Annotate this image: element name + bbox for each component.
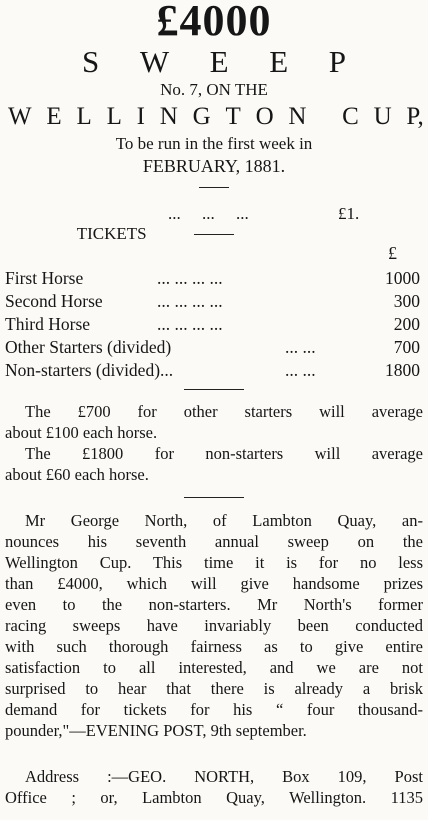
leader-dots: ... ... ... ... <box>157 268 223 288</box>
prize-row <box>5 291 425 311</box>
text-line: nounces his seventh annual sweep on the <box>5 532 423 551</box>
cup-letter: U <box>373 103 392 130</box>
text-line: about £60 each horse. <box>5 465 149 484</box>
prize-amount: 700 <box>393 337 420 357</box>
sweep-heading <box>82 44 346 80</box>
cup-letter: C <box>342 103 359 130</box>
leader-dots: ... ... ... ... <box>157 291 223 311</box>
cup-letter: G <box>192 103 211 130</box>
sweep-letter: P <box>328 44 346 79</box>
wellington-cup-heading <box>8 103 424 131</box>
text-line: with such thorough fairness as to give entire <box>5 637 423 656</box>
prize-row <box>5 360 425 380</box>
prize-row <box>5 268 425 288</box>
text-line <box>5 401 423 422</box>
tickets-line <box>60 204 360 304</box>
prize-label: Third Horse <box>5 314 91 334</box>
article-paragraph <box>5 510 423 741</box>
cup-letter: L <box>106 103 122 130</box>
text-line-content: Mr George North, of Lambton Quay, an- <box>25 511 423 530</box>
leader-dots: ... ... ... ... <box>157 314 223 334</box>
prize-label: Second Horse <box>5 291 103 311</box>
text-line: Wellington Cup. This time it is for no less <box>5 553 423 572</box>
leader-dots: ... ... ... <box>168 204 249 223</box>
month-year-line: FEBRUARY, 1881. <box>142 156 286 176</box>
text-line: pounder,"—EVENING POST, 9th september. <box>5 721 307 740</box>
cup-letter: P, <box>406 103 424 130</box>
divider-rule <box>184 389 244 390</box>
text-line: demand for tickets for his “ four thousand- <box>5 700 423 719</box>
text-line: even to the non-starters. Mr North's former <box>5 595 423 614</box>
prize-amount: 300 <box>393 291 420 311</box>
cup-letter: W <box>8 103 32 130</box>
prize-amount: 200 <box>393 314 420 334</box>
cup-letter: N <box>159 103 178 130</box>
headline-amount: £4000 <box>156 0 272 45</box>
text-line: Office ; or, Lambton Quay, Wellington. 1135 <box>5 788 423 807</box>
text-line-content: Address :—GEO. NORTH, Box 109, Post <box>25 767 423 786</box>
sweep-letter: E <box>269 44 289 79</box>
text-line <box>5 510 423 531</box>
text-line: about £100 each horse. <box>5 423 158 442</box>
word-gap <box>321 103 327 131</box>
text-line-content: The £700 for other starters will average <box>25 402 423 421</box>
divider-rule <box>199 187 229 188</box>
sweep-letter: S <box>82 44 100 79</box>
leader-dots: ... ... <box>285 337 316 357</box>
text-line <box>5 766 423 787</box>
text-line-content: The £1800 for non-starters will average <box>25 444 423 463</box>
sweep-letter: E <box>209 44 229 79</box>
prize-amount: 1000 <box>385 268 420 288</box>
tickets-label: TICKETS <box>76 224 147 243</box>
cup-letter: N <box>288 103 307 130</box>
text-line: than £4000, which will give handsome prizes <box>5 574 423 593</box>
cup-letter: O <box>255 103 274 130</box>
cup-letter: E <box>46 103 62 130</box>
ticket-price: £1. <box>338 204 360 223</box>
prize-row <box>5 337 425 357</box>
text-line: satisfaction to all interested, and we are not <box>5 658 423 677</box>
averages-paragraph <box>5 401 423 485</box>
text-line: surprised to hear that there is already a brisk <box>5 679 423 698</box>
prize-amount: 1800 <box>385 360 420 380</box>
text-line: racing sweeps have invariably been conducted <box>5 616 423 635</box>
sweep-letter: W <box>139 44 170 79</box>
cup-letter: I <box>136 103 145 130</box>
run-date-line: To be run in the first week in <box>115 134 313 153</box>
sweep-number-line: No. 7, ON THE <box>160 80 268 99</box>
divider-rule <box>184 497 244 498</box>
cup-letter: T <box>225 103 241 130</box>
text-line <box>5 443 423 464</box>
prize-label: First Horse <box>5 268 84 288</box>
address-paragraph <box>5 766 423 808</box>
leader-dots: ... ... <box>285 360 316 380</box>
prize-label: Non-starters (divided)... <box>5 360 174 380</box>
cup-letter: L <box>76 103 92 130</box>
prize-row <box>5 314 425 334</box>
divider-rule <box>194 234 234 235</box>
prize-label: Other Starters (divided) <box>5 337 172 357</box>
currency-column-header: £ <box>388 243 397 263</box>
